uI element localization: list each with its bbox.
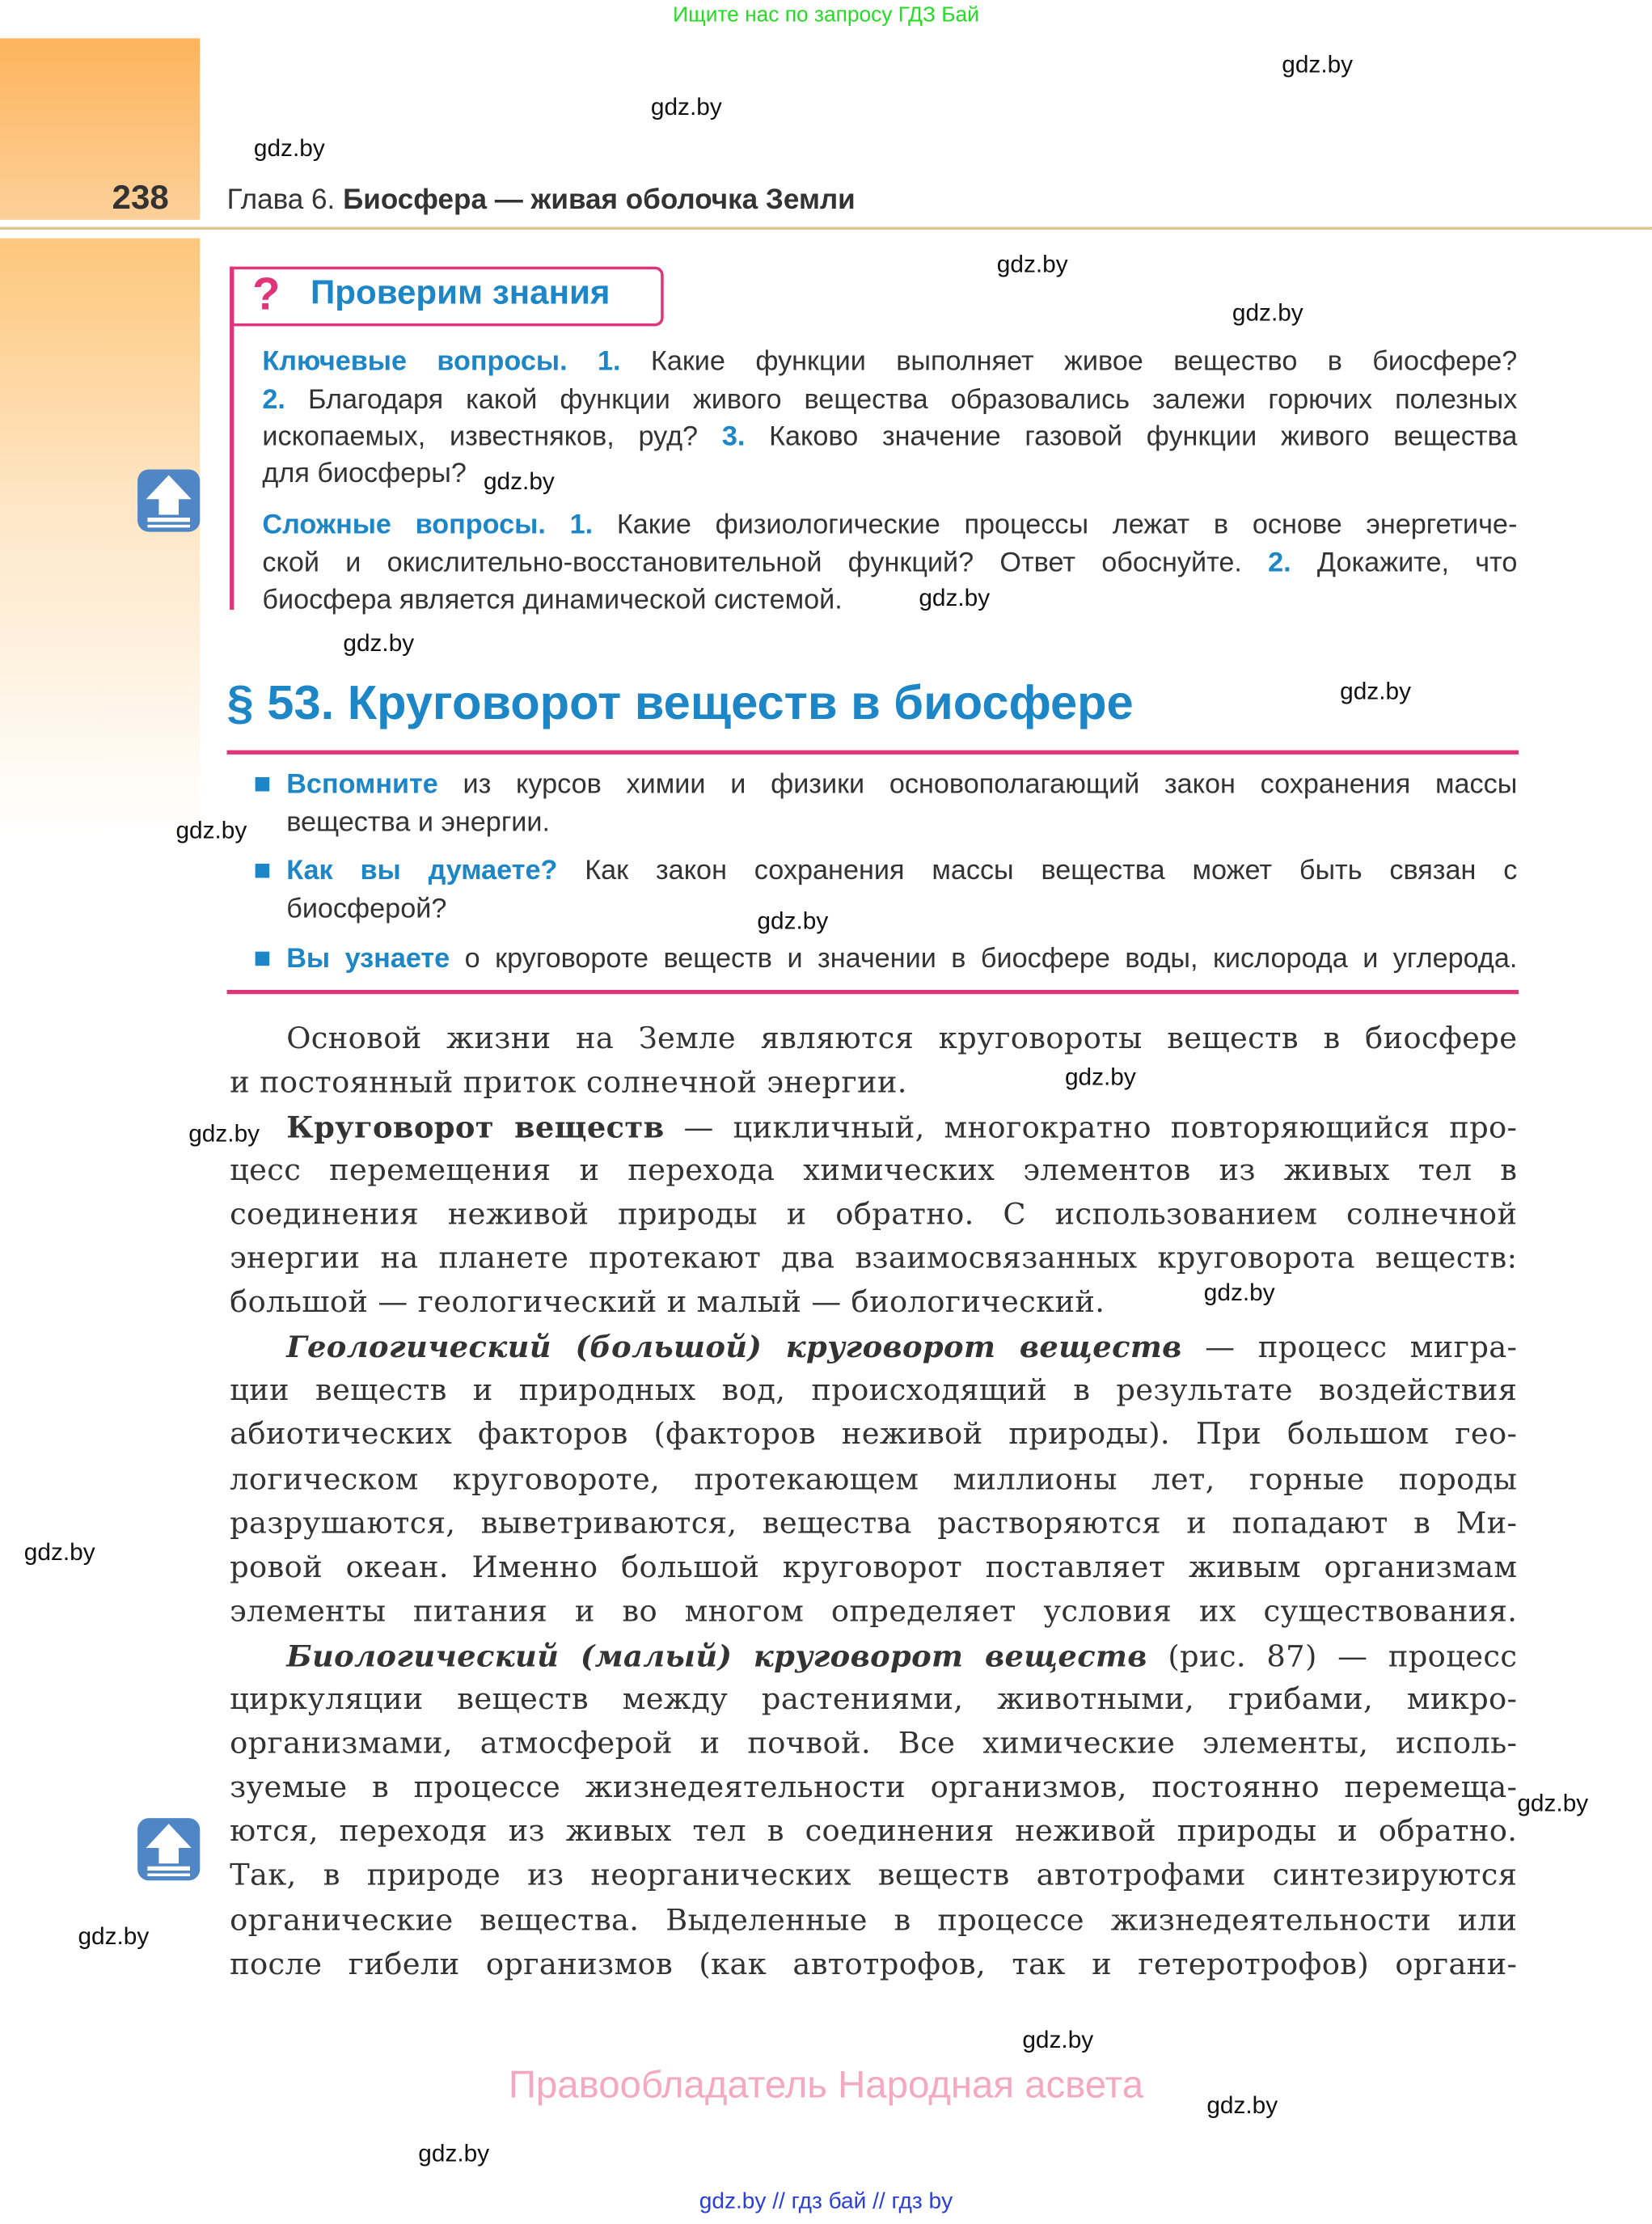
- margin-gradient-decoration: [0, 239, 200, 835]
- body-line: [230, 1943, 1517, 1986]
- intro-line: [286, 941, 1517, 978]
- text-segment: Вы узнаете: [286, 943, 450, 975]
- text-segment: после гибели организмов (как автотрофов, так и гетеротрофов) органи-: [230, 1946, 1518, 1981]
- body-line: [230, 1898, 1517, 1942]
- body-line: [230, 1193, 1517, 1237]
- text-segment: Вспомните: [286, 768, 438, 801]
- body-line: [230, 1766, 1517, 1810]
- bullet-icon: [256, 777, 270, 792]
- text-segment: большой — геологический и малый — биологический.: [230, 1284, 1105, 1320]
- text-segment: Ключевые вопросы. 1.: [262, 345, 621, 378]
- text-segment: Какие функции выполняет живое вещество в биосфере?: [620, 345, 1518, 378]
- body-line: [230, 1413, 1517, 1457]
- text-segment: Как вы думаете?: [286, 855, 558, 886]
- body-line: [230, 1589, 1517, 1633]
- body-line: [286, 1325, 1517, 1370]
- top-ad-link[interactable]: Ищите нас по запросу ГДЗ Бай: [673, 2, 979, 27]
- body-line: [230, 1545, 1517, 1589]
- watermark: gdz.by: [757, 907, 829, 935]
- text-segment: 2.: [262, 384, 285, 416]
- body-line: [286, 1016, 1517, 1059]
- text-segment: Биологический (малый) круговорот веществ: [286, 1638, 1147, 1674]
- body-line: [230, 1281, 1517, 1325]
- text-segment: ской и окислительно-восстановительной функций? Ответ обоснуйте.: [262, 547, 1269, 579]
- text-segment: разрушаются, выветриваются, вещества растворяются и попадают в Ми-: [230, 1505, 1518, 1540]
- watermark: gdz.by: [253, 134, 325, 162]
- text-segment: органические вещества. Выделенные в процессе жизнедеятельности или: [230, 1902, 1518, 1937]
- text-segment: абиотических факторов (факторов неживой природы). При большом гео-: [230, 1417, 1518, 1452]
- body-line: [230, 1810, 1517, 1854]
- section-title: § 53. Круговорот веществ в биосфере: [226, 676, 1134, 731]
- text-segment: о круговороте веществ и значении в биосфере воды, кислорода и углерода.: [450, 943, 1518, 975]
- watermark: gdz.by: [175, 817, 247, 844]
- bullet-icon: [256, 952, 270, 966]
- text-segment: 2.: [1268, 547, 1291, 579]
- questions-line: [262, 581, 1517, 619]
- text-segment: Докажите, что: [1291, 547, 1518, 579]
- body-line: [286, 1105, 1517, 1150]
- copyright-notice: Правообладатель Народная асвета: [508, 2063, 1144, 2107]
- text-segment: Круговорот веществ: [286, 1108, 665, 1144]
- body-line: [286, 1634, 1517, 1679]
- chapter-title: Биосфера — живая оболочка Земли: [343, 184, 856, 216]
- text-segment: Какие физиологические процессы лежат в основе энергетиче-: [593, 509, 1518, 541]
- text-segment: биосферой?: [286, 893, 447, 925]
- text-segment: цесс перемещения и перехода химических элементов из живых тел в: [230, 1152, 1518, 1187]
- text-segment: и постоянный приток солнечной энергии.: [230, 1064, 907, 1099]
- body-line: [230, 1678, 1517, 1722]
- intro-top-divider: [227, 750, 1519, 755]
- check-knowledge-title: Проверим знания: [311, 273, 611, 312]
- text-segment: для биосферы?: [262, 458, 467, 489]
- questions-line: [262, 544, 1517, 581]
- watermark: gdz.by: [418, 2140, 490, 2167]
- page-number: 238: [112, 178, 169, 218]
- body-line: [230, 1457, 1517, 1501]
- text-segment: Как закон сохранения массы вещества может быть связан с: [557, 855, 1518, 886]
- text-segment: — цикличный, многократно повторяющийся про-: [664, 1110, 1518, 1144]
- watermark: gdz.by: [1517, 1790, 1589, 1817]
- text-segment: Благодаря какой функции живого вещества образовались залежи горючих полезных: [285, 384, 1518, 416]
- text-segment: биосфера является динамической системой.: [262, 584, 843, 616]
- text-segment: из курсов химии и физики основополагающий закон сохранения массы: [437, 768, 1518, 801]
- text-segment: циркуляции веществ между растениями, животными, грибами, микро-: [230, 1681, 1518, 1716]
- questions-line: [262, 418, 1517, 455]
- watermark: gdz.by: [1064, 1063, 1136, 1091]
- text-segment: вещества и энергии.: [286, 806, 551, 839]
- watermark: gdz.by: [23, 1538, 95, 1566]
- body-line: [230, 1501, 1517, 1545]
- body-line: [230, 1854, 1517, 1898]
- page-corner-decoration: [0, 38, 200, 219]
- text-segment: Каково значение газовой функции живого вещества: [745, 421, 1518, 453]
- text-segment: Геологический (большой) круговорот веществ: [286, 1329, 1182, 1365]
- questions-line: [262, 455, 1517, 493]
- body-line: [230, 1148, 1517, 1192]
- intro-line: [286, 890, 1517, 928]
- upload-arrow-icon[interactable]: [136, 1816, 201, 1882]
- text-segment: зуемые в процессе жизнедеятельности организмов, постоянно перемеща-: [230, 1769, 1518, 1804]
- watermark: gdz.by: [919, 584, 991, 611]
- chapter-prefix: Глава 6.: [226, 184, 336, 216]
- watermark: gdz.by: [1203, 1279, 1275, 1307]
- watermark: gdz.by: [650, 93, 722, 121]
- text-segment: ются, переходя из живых тел в соединения неживой природы и обратно.: [230, 1814, 1518, 1849]
- body-line: [230, 1369, 1517, 1413]
- upload-arrow-icon[interactable]: [136, 468, 201, 534]
- text-segment: элементы питания и во многом определяет условия их существования.: [230, 1593, 1518, 1628]
- text-segment: Основой жизни на Земле являются круговороты веществ в биосфере: [286, 1020, 1518, 1055]
- question-mark-icon: ?: [252, 268, 281, 319]
- text-segment: ископаемых, известняков, руд?: [262, 421, 722, 453]
- body-line: [230, 1237, 1517, 1280]
- body-line: [230, 1722, 1517, 1765]
- chapter-header: [227, 184, 856, 217]
- intro-line: [286, 852, 1517, 890]
- watermark: gdz.by: [1282, 51, 1354, 78]
- bullet-icon: [256, 864, 270, 878]
- text-segment: (рис. 87) — процесс: [1147, 1638, 1518, 1674]
- footer-links[interactable]: gdz.by // гдз бай // гдз by: [699, 2189, 953, 2214]
- text-segment: ровой океан. Именно большой круговорот поставляет живым организмам: [230, 1550, 1518, 1584]
- intro-bottom-divider: [227, 990, 1519, 994]
- intro-line: [286, 766, 1517, 803]
- text-segment: Так, в природе из неорганических веществ автотрофами синтезируются: [230, 1858, 1518, 1892]
- watermark: gdz.by: [1206, 2091, 1278, 2119]
- watermark: gdz.by: [78, 1922, 150, 1951]
- intro-line: [286, 804, 1517, 841]
- questions-line: [262, 343, 1517, 380]
- watermark: gdz.by: [1022, 2026, 1094, 2054]
- text-segment: соединения неживой природы и обратно. С использованием солнечной: [230, 1196, 1518, 1231]
- body-line: [230, 1060, 1517, 1104]
- watermark: gdz.by: [996, 251, 1068, 278]
- watermark: gdz.by: [483, 467, 555, 496]
- watermark: gdz.by: [1232, 299, 1303, 327]
- watermark: gdz.by: [343, 629, 415, 657]
- text-segment: логическом круговороте, протекающем миллионы лет, горные породы: [230, 1461, 1518, 1496]
- text-segment: ции веществ и природных вод, происходящий в результате воздействия: [230, 1373, 1518, 1408]
- text-segment: — процесс мигра-: [1181, 1330, 1518, 1365]
- watermark: gdz.by: [188, 1120, 260, 1148]
- questions-line: [262, 382, 1517, 419]
- header-divider: [0, 227, 1652, 230]
- text-segment: 3.: [721, 421, 746, 453]
- text-segment: энергии на планете протекают два взаимосвязанных круговорота веществ:: [230, 1241, 1518, 1275]
- questions-line: [262, 506, 1517, 543]
- text-segment: организмами, атмосферой и почвой. Все химические элементы, исполь-: [230, 1726, 1518, 1761]
- text-segment: Сложные вопросы. 1.: [262, 509, 594, 541]
- watermark: gdz.by: [1340, 678, 1411, 705]
